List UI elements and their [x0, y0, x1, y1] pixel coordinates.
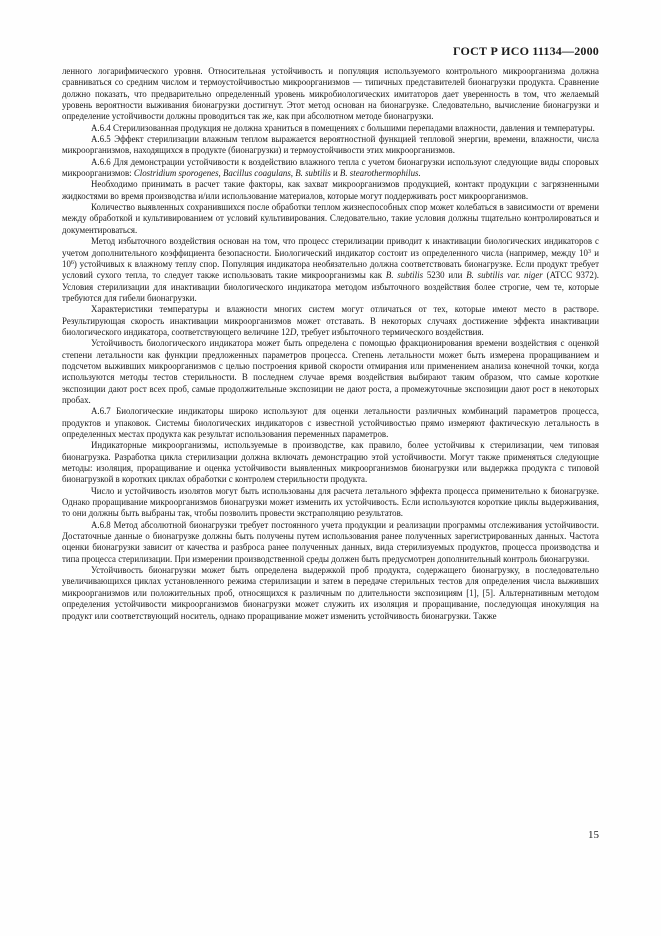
paragraph — [62, 157, 599, 180]
body-text — [62, 66, 599, 622]
paragraph — [62, 520, 599, 565]
paragraph — [62, 202, 599, 236]
text-segment: А.6.7 Биологические индикаторы широко используют для оценки летальности различных комбинаций параметров процесса, продуктов и упаковок. Системы биологических индикаторов с известной устойчивостью прямо измеряют фактическую летальность в определенных местах продукта как результат использования переменных параметров. — [62, 406, 599, 439]
italic-text: Clostridium sporogenes, Bacillus coagulans, B. subtilis — [133, 168, 331, 179]
text-segment: А.6.4 Стерилизованная продукция не должна храниться в помещениях с большими перепадами влажности, давления и температуры. — [91, 122, 595, 133]
text-segment: А.6.5 Эффект стерилизации влажным теплом выражается вероятностной функцией тепловой энергии, времени, влажности, числа микроорганизмов, находящихся в продукте (бионагрузки) и термоустойчивости этих микроорганизмов. — [62, 134, 599, 156]
italic-text: D — [289, 326, 297, 337]
text-segment: Число и устойчивость изолятов могут быть использованы для расчета летального эффекта процесса применительно к бионагрузке. Однако проращивание микроорганизмов бионагрузки может изменить их устойчивость. Если используются короткие циклы выдерживания, то они должны быть выбраны так, чтобы позволить провести экстраполяцию результатов. — [62, 485, 599, 519]
standard-header: ГОСТ Р ИСО 11134—2000 — [452, 44, 599, 58]
paragraph — [62, 134, 599, 157]
text-segment: Необходимо принимать в расчет такие факторы, как захват микроорганизмов продукцией, контакт продукции с загрязненными жидкостями во время производства и/или использование материалов, которые могут поддерживать рост микроорганизмов. — [62, 179, 599, 201]
text-segment: Метод избыточного воздействия основан на том, что процесс стерилизации приводит к инактивации биологических индикаторов с учетом дополнительного коэффициента безопасности. Биологический индикатор состоит из определенного числа (например, между 10 — [62, 236, 599, 258]
paragraph — [62, 486, 599, 520]
paragraph — [62, 406, 599, 440]
text-segment: и 10 — [62, 247, 599, 269]
paragraph — [62, 304, 599, 338]
italic-text: B. subtilis var. niger — [466, 270, 543, 281]
text-segment: ленного логарифмического уровня. Относительная устойчивость и популяция используемого контрольного микроорганизма должна сравниваться со средним числом и термоустойчивостью микроорганизмов — типичных представителей бионагрузки продукта. Сравнение должно показать, что предварительно определенный уровень микробиологических имитаторов дает уверенность в том, что желаемый уровень вероятности выживания бионагрузки достигнут. Этот метод основан на бионагрузке. Следовательно, вычисление бионагрузки и определение устойчивости должны проводиться так же, как при абсолютном методе бионагрузки. — [62, 66, 599, 122]
paragraph — [62, 123, 599, 134]
paragraph — [62, 338, 599, 406]
superscript: 3 — [587, 248, 591, 255]
paragraph — [62, 66, 599, 123]
text-segment: ) устойчивых к влажному теплу спор. Популяция индикатора необязательно должна соответствовать бионагрузке. Если продукт требует условий сухого тепла, то следует также использовать такие микроорганизмы как — [62, 258, 599, 281]
text-segment: Индикаторные микроорганизмы, используемые в производстве, как правило, более устойчивы к стерилизации, чем типовая бионагрузка. Разработка цикла стерилизации должна включать демонстрацию этой устойчивости. Могут также применяться следующие методы: изоляция, проращивание и оценка устойчивости выявленных микроорганизмов бионагрузки или выдержка продукта с типовой бионагрузкой в коротких циклах обработки с контролем стерильности продукта. — [62, 440, 599, 485]
text-segment: А.6.6 Для демонстрации устойчивости к воздействию влажного тепла с учетом бионагрузки используют следующие виды споровых микроорганизмов: — [62, 156, 599, 179]
italic-text: B. stearothermophilus. — [339, 168, 421, 179]
text-segment: Характеристики температуры и влажности многих систем могут отличаться от тех, которые имеют место в растворе. Результирующая скорость инактивации микроорганизмов может отставать. В некоторых случаях достижение эффекта инактивации биологического индикатора, соответствующего величине 12 — [62, 304, 599, 337]
text-segment: Устойчивость биологического индикатора может быть определена с помощью фракционирования времени воздействия с оценкой степени летальности как функции предложенных параметров процесса. Степень летальности может быть измерена проращиванием и подсчетом выживших микроорганизмов с целью построения кривой скорости отмирания или применением анализа конечной точки, когда используются методы тестов стерильности. В последнем случае время воздействия выбирают таким образом, что самые короткие экспозиции дают рост всех проб, самые продолжительные экспозиции не дают роста, а промежуточные экспозиции дают рост в некоторых пробах. — [62, 338, 599, 405]
text-segment: Количество выявленных сохранившихся после обработки теплом жизнеспособных спор может колебаться в зависимости от времени между обработкой и культивированием от условий культивирования. Следовательно, такие условия должны тщательно контролироваться и документироваться. — [62, 202, 599, 235]
page-number: 15 — [588, 829, 599, 841]
superscript: 6 — [70, 259, 74, 266]
text-segment: 5230 или — [423, 270, 467, 281]
text-segment: и — [330, 168, 340, 179]
text-segment: Устойчивость бионагрузки может быть определена выдержкой проб продукта, содержащего бионагрузку, в последовательно увеличивающихся циклах установленного режима стерилизации и затем в передаче стерильных тестов для определения числа выживших микроорганизмов или положительных проб, относящихся к различным по длительности экспозициям [1], [5]. Альтернативным методом определения устойчивости микроорганизмов бионагрузки может служить их изоляция и проращивание, последующая инокуляция на продукт или соответствующий носитель, однако проращивание может изменить устойчивость бионагрузки. Также — [62, 565, 599, 621]
text-segment: А.6.8 Метод абсолютной бионагрузки требует постоянного учета продукции и реализации программы отслеживания устойчивости. Достаточные данные о бионагрузке должны быть получены путем использования ранее полученных зарегистрированных данных. Частота оценки бионагрузки зависит от качества и разброса ранее полученных данных, вида стерилизуемых продуктов, процесса производства и типа процесса стерилизации. При измерении производственной среды должен быть предусмотрен дополнительный контроль бионагрузки. — [62, 519, 599, 564]
italic-text: B. subtilis — [385, 270, 424, 281]
paragraph — [62, 236, 599, 304]
paragraph — [62, 440, 599, 485]
text-segment: (ATCC 9372). Условия стерилизации для инактивации биологического индикатора методом избыточного воздействия более строгие, чем те, которые требуются для гибели бионагрузки. — [62, 270, 599, 303]
text-segment: , требует избыточного термического воздействия. — [296, 326, 484, 337]
paragraph — [62, 565, 599, 622]
paragraph — [62, 179, 599, 202]
